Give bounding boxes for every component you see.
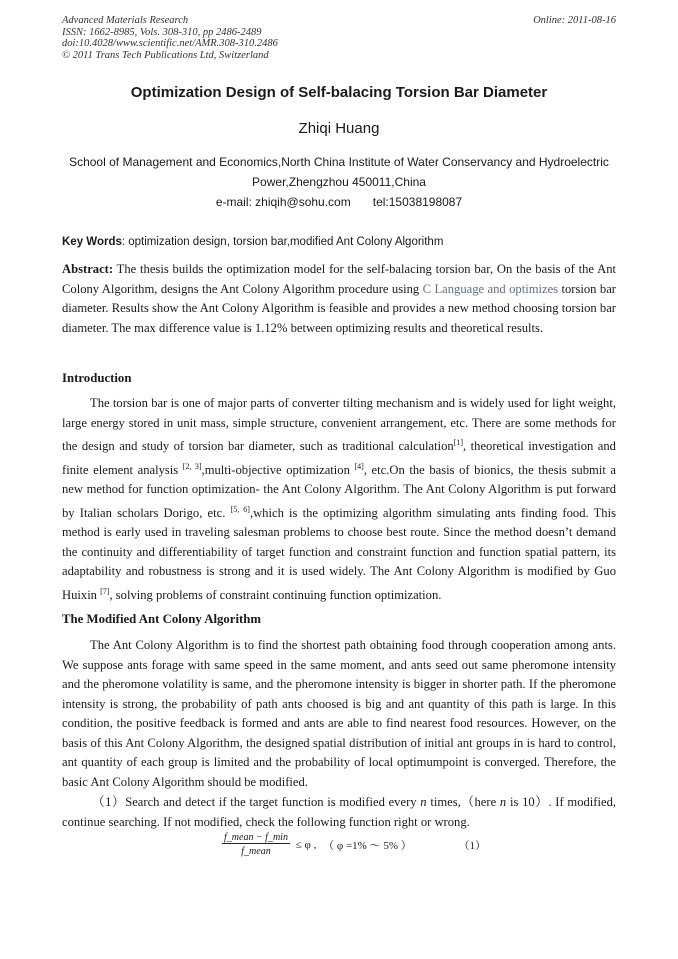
- equation-number: （1）: [458, 839, 486, 852]
- doi: doi:10.4028/www.scientific.net/AMR.308-310.2486: [62, 38, 278, 49]
- abstract-text-2: torsion bar diameter. Results show the Ant Colony Algorithm is feasible and provides a new method choosing torsion bar diameter. The max difference value is 1.12% between optimizing results and theoretical results.: [62, 281, 616, 335]
- contact-line: [0, 195, 678, 209]
- citation: [4]: [354, 461, 364, 471]
- affiliation: School of Management and Economics,North China Institute of Water Conservancy and Hydroelectric Power,Zhengzhou 450011,China: [69, 155, 609, 189]
- journal-header: [62, 15, 616, 61]
- introduction-paragraph: [62, 394, 616, 605]
- keywords-text: : optimization design, torsion bar,modified Ant Colony Algorithm: [121, 236, 444, 248]
- step-1: [62, 793, 616, 832]
- citation: [1]: [453, 438, 464, 447]
- intro-text: , solving problems of constraint continuing function optimization.: [109, 587, 442, 602]
- intro-text: ,multi-objective optimization: [201, 462, 350, 477]
- intro-text: ,which is the optimizing algorithm simulating ants finding food. This method is early used in traveling salesman problems to choose best route. Since the method doesn’t demand the continuity and differentiability of target function and constraint function and function spatial pattern, its adaptability and robustness is strong and it is used widely. The Ant Colony Algorithm is modified by Guo Huixin: [62, 505, 616, 602]
- equation-1: [222, 832, 486, 857]
- keywords-label: Key Words: [62, 236, 122, 248]
- intro-text: , etc.On the basis of bionics, the thesis submit a new method for function optimization- the Ant Colony Algorithm. The Ant Colony Algorithm is put forward by Italian scholars Dorigo, etc.: [62, 462, 616, 520]
- fraction-denominator: f_mean: [241, 846, 271, 857]
- equation-condition: （ φ =1% ～ 5% ）: [323, 839, 412, 852]
- intro-text: , theoretical investigation and finite element analysis: [62, 439, 616, 477]
- step-text: is 10）. If modified, continue searching. If not modified, check the following function right or wrong.: [62, 795, 617, 829]
- variable-n: n: [499, 795, 507, 809]
- issn: ISSN: 1662-8985, Vols. 308-310, pp 2486-2489: [62, 26, 262, 38]
- abstract-label: Abstract:: [62, 262, 114, 276]
- telephone: tel:15038198087: [372, 195, 463, 209]
- section-paragraph: The Ant Colony Algorithm is to find the shortest path obtaining food through cooperation among ants. We suppose ants forage with same speed in the same moment, and ants seed out same pheromone intensity and the pheromone volatility is same, and the pheromone intensity is bigger in shorter path. If the pheromone intensity is strong, the probability of path ants choosed is big and ant quantity of this path is large. In this condition, the positive feedback is formed and ants are able to find nearest food resources. However, on the basis of this Ant Colony Algorithm, the designed spatial distribution of initial ant groups in is hard to control, ant quantity of each group is limited and the probability of local optimumpoint is converged. Therefore, the basic Ant Colony Algorithm should be modified.: [62, 638, 616, 789]
- journal-name: Advanced Materials Research: [62, 15, 189, 26]
- fraction-numerator: f_mean − f_min: [224, 832, 288, 843]
- step-text: （1）Search and detect if the target function is modified every: [92, 795, 417, 809]
- online-date: Online: 2011-08-16: [533, 15, 616, 26]
- keywords: [62, 236, 616, 248]
- variable-n: n: [420, 795, 427, 809]
- abstract-text-1: The thesis builds the optimization model for the self-balacing torsion bar, On the basis of the Ant Colony Algorithm, designs the Ant Colony Algorithm procedure using: [62, 262, 616, 296]
- citation: [5, 6]: [230, 504, 250, 514]
- author: Zhiqi Huang: [298, 120, 380, 137]
- citation: [2, 3]: [182, 461, 202, 471]
- abstract: [62, 260, 616, 338]
- citation: [7]: [100, 586, 110, 596]
- step-text: times,（here: [430, 795, 497, 809]
- email: e-mail: zhiqih@sohu.com: [215, 195, 351, 209]
- copyright: © 2011 Trans Tech Publications Ltd, Switzerland: [62, 49, 269, 61]
- introduction-heading: Introduction: [62, 371, 132, 385]
- equation-relation: ≤ φ ,: [295, 838, 317, 851]
- intro-text: The torsion bar is one of major parts of converter tilting mechanism and is widely used for light weight, large energy stored in unit mass, simple structure, convenient arrangement, etc. There are some methods for the design and study of torsion bar diameter, such as traditional calculation: [62, 396, 616, 453]
- fraction: [222, 832, 290, 857]
- section-heading: The Modified Ant Colony Algorithm: [62, 612, 262, 626]
- paper-title: Optimization Design of Self-balacing Torsion Bar Diameter: [130, 84, 548, 101]
- abstract-highlight: C Language and optimizes: [422, 281, 559, 296]
